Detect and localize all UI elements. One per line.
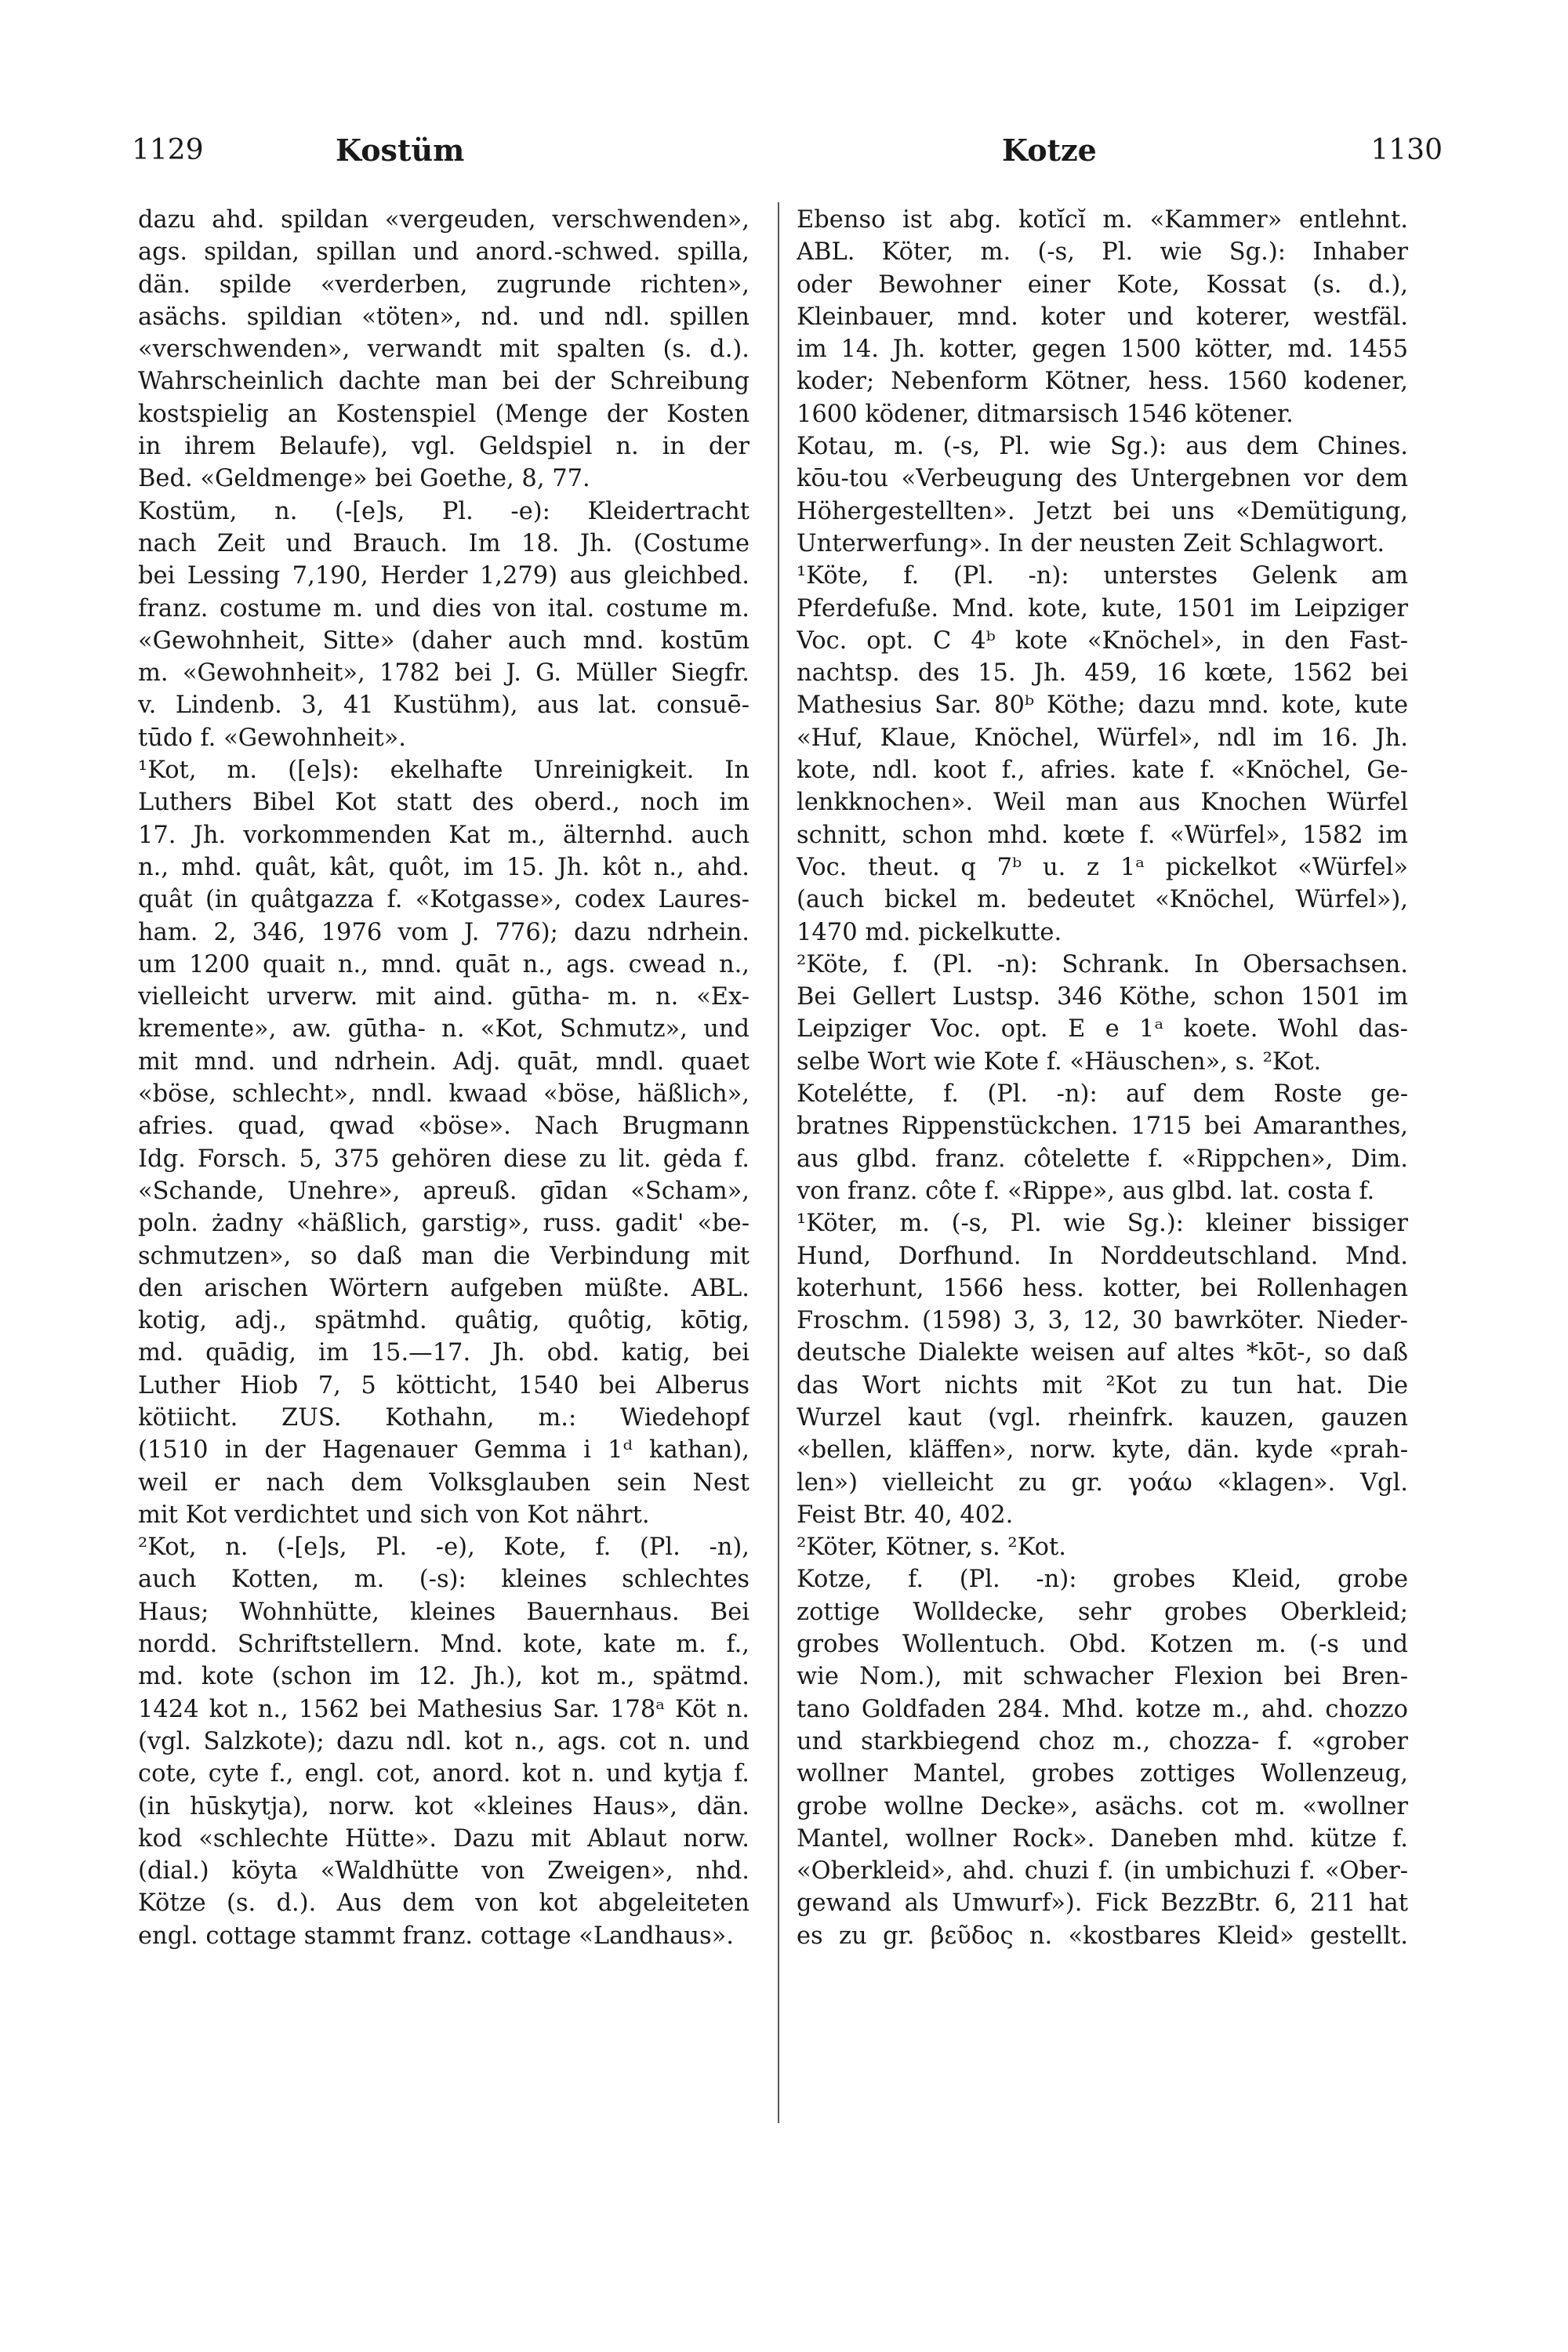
text-line: lenkknochen». Weil man aus Knochen Würfel (797, 789, 1408, 817)
text-line: «verschwenden», verwandt mit spalten (s. d.). (138, 336, 750, 364)
text-line: Voc. theut. q 7ᵇ u. z 1ᵃ pickelkot «Würfel» (797, 853, 1408, 881)
text-line: in ihrem Belaufe), vgl. Geldspiel n. in der (138, 433, 750, 461)
text-line: ²Köter, Kötner, s. ²Kot. (797, 1534, 1066, 1562)
text-line: tūdo f. «Gewohnheit». (138, 724, 406, 752)
text-line: Idg. Forsch. 5, 375 gehören diese zu lit. gėda f. (138, 1145, 750, 1173)
text-line: md. kote (schon im 12. Jh.), kot m., spätmd. (138, 1663, 750, 1691)
text-line: dän. spilde «verderben, zugrunde richten», (138, 270, 750, 299)
text-line: schmutzen», so daß man die Verbindung mit (138, 1242, 750, 1270)
text-line: grobe wollne Decke», asächs. cot m. «wollner (797, 1792, 1408, 1820)
text-line: Pferdefuße. Mnd. kote, kute, 1501 im Leipziger (797, 594, 1408, 622)
text-line: schnitt, schon mhd. kœte f. «Würfel», 1582 im (797, 821, 1408, 849)
text-line: zottige Wolldecke, sehr grobes Oberkleid; (797, 1598, 1408, 1626)
text-line: (1510 in der Hagenauer Gemma i 1ᵈ kathan), (138, 1436, 750, 1465)
text-line: Bed. «Geldmenge» bei Goethe, 8, 77. (138, 465, 590, 493)
text-line: Mantel, wollner Rock». Daneben mhd. kütze f. (797, 1824, 1408, 1853)
text-line: kōu-tou «Verbeugung des Untergebnen vor dem (797, 465, 1408, 493)
text-line: Voc. opt. C 4ᵇ kote «Knöchel», in den Fast- (797, 626, 1408, 655)
text-line: wie Nom.), mit schwacher Flexion bei Bren- (797, 1663, 1408, 1691)
text-line: Luther Hiob 7, 5 kötticht, 1540 bei Alberus (138, 1371, 750, 1399)
text-line: weil er nach dem Volksglauben sein Nest (138, 1468, 750, 1497)
text-line: mit mnd. und ndrhein. Adj. quāt, mndl. quaet (138, 1047, 750, 1076)
text-line: ¹Köter, m. (-s, Pl. wie Sg.): kleiner bissiger (797, 1210, 1408, 1238)
text-line: tano Goldfaden 284. Mhd. kotze m., ahd. chozzo (797, 1695, 1408, 1723)
left-running-headword: Kostüm (336, 132, 465, 168)
text-line: Kleinbauer, mnd. koter und koterer, westfäl. (797, 303, 1408, 331)
text-line: Höhergestellten». Jetzt bei uns «Demütigung, (797, 497, 1408, 525)
text-line: kötiicht. ZUS. Kothahn, m.: Wiedehopf (138, 1403, 750, 1432)
text-line: ¹Köte, f. (Pl. -n): unterstes Gelenk am (797, 562, 1408, 590)
text-line: «Oberkleid», ahd. chuzi f. (in umbichuzi f. «Ober- (797, 1857, 1408, 1886)
text-line: ags. spildan, spillan und anord.-schwed. spilla, (138, 238, 750, 267)
text-line: m. «Gewohnheit», 1782 bei J. G. Müller Siegfr. (138, 659, 750, 688)
text-line: oder Bewohner einer Kote, Kossat (s. d.), (797, 270, 1408, 299)
text-line: «Schande, Unehre», apreuß. gīdan «Scham», (138, 1177, 750, 1205)
text-line: afries. quad, qwad «böse». Nach Brugmann (138, 1112, 750, 1141)
text-line: das Wort nichts mit ²Kot zu tun hat. Die (797, 1371, 1408, 1399)
text-line: nachtsp. des 15. Jh. 459, 16 kœte, 1562 bei (797, 659, 1408, 688)
text-line: len») vielleicht zu gr. γοάω «klagen». Vgl. (797, 1468, 1408, 1497)
text-line: n., mhd. quât, kât, quôt, im 15. Jh. kôt n., ahd. (138, 853, 750, 881)
text-line: Kotelétte, f. (Pl. -n): auf dem Roste ge- (797, 1080, 1408, 1109)
text-line: dazu ahd. spildan «vergeuden, verschwenden», (138, 206, 750, 234)
text-line: nach Zeit und Brauch. Im 18. Jh. (Costume (138, 529, 750, 557)
text-line: ²Kot, n. (-[e]s, Pl. -e), Kote, f. (Pl. -n), (138, 1534, 750, 1562)
text-line: Froschm. (1598) 3, 3, 12, 30 bawrköter. Nieder- (797, 1307, 1408, 1335)
text-line: 1470 md. pickelkutte. (797, 918, 1062, 946)
left-page-number: 1129 (132, 134, 204, 166)
text-line: nordd. Schriftstellern. Mnd. kote, kate m. f., (138, 1631, 750, 1659)
right-column (792, 204, 1413, 1952)
page-header (132, 132, 1443, 176)
text-line: cote, cyte f., engl. cot, anord. kot n. und kytja f. (138, 1760, 750, 1788)
text-line: koder; Nebenform Kötner, hess. 1560 kodener, (797, 368, 1408, 396)
text-line: Bei Gellert Lustsp. 346 Köthe, schon 1501 im (797, 983, 1408, 1011)
text-line: franz. costume m. und dies von ital. costume m. (138, 594, 750, 622)
text-line: mit Kot verdichtet und sich von Kot nährt. (138, 1501, 650, 1529)
text-line: «Gewohnheit, Sitte» (daher auch mnd. kostūm (138, 626, 750, 655)
text-line: asächs. spildian «töten», nd. und ndl. spillen (138, 303, 750, 331)
text-line: ABL. Köter, m. (-s, Pl. wie Sg.): Inhaber (797, 238, 1408, 267)
text-line: ²Köte, f. (Pl. -n): Schrank. In Obersachsen. (797, 950, 1408, 978)
text-line: Wurzel kaut (vgl. rheinfrk. kauzen, gauzen (797, 1403, 1408, 1432)
text-line: deutsche Dialekte weisen auf altes *kōt-, so daß (797, 1339, 1408, 1367)
text-line: Feist Btr. 40, 402. (797, 1501, 1014, 1529)
text-line: und starkbiegend choz m., chozza- f. «grober (797, 1727, 1408, 1755)
text-line: (auch bickel m. bedeutet «Knöchel, Würfel»), (797, 886, 1408, 914)
text-line: auch Kotten, m. (-s): kleines schlechtes (138, 1566, 750, 1594)
text-line: Kotau, m. (-s, Pl. wie Sg.): aus dem Chines. (797, 433, 1408, 461)
text-line: es zu gr. βεῦδος n. «kostbares Kleid» gestellt. (797, 1922, 1408, 1950)
text-line: (dial.) köyta «Waldhütte von Zweigen», nhd. (138, 1857, 750, 1886)
text-line: kostspielig an Kostenspiel (Menge der Kosten (138, 400, 750, 428)
text-line: Kötze (s. d.). Aus dem von kot abgeleiteten (138, 1889, 750, 1918)
text-line: vielleicht urverw. mit aind. gūtha- m. n. «Ex- (138, 983, 750, 1011)
text-line: gewand als Umwurf»). Fick BezzBtr. 6, 211 hat (797, 1889, 1408, 1918)
text-line: kod «schlechte Hütte». Dazu mit Ablaut norw. (138, 1824, 750, 1853)
text-line: v. Lindenb. 3, 41 Kustühm), aus lat. consuē- (138, 691, 750, 720)
text-line: Mathesius Sar. 80ᵇ Köthe; dazu mnd. kote, kute (797, 691, 1408, 720)
text-line: ¹Kot, m. ([e]s): ekelhafte Unreinigkeit. In (138, 757, 750, 785)
text-line: Kotze, f. (Pl. -n): grobes Kleid, grobe (797, 1566, 1408, 1594)
text-line: Kostüm, n. (-[e]s, Pl. -e): Kleidertracht (138, 497, 750, 525)
right-running-headword: Kotze (1002, 132, 1097, 168)
text-line: Haus; Wohnhütte, kleines Bauernhaus. Bei (138, 1598, 750, 1626)
text-line: ham. 2, 346, 1976 vom J. 776); dazu ndrhein. (138, 918, 750, 946)
text-line: Leipziger Voc. opt. E e 1ᵃ koete. Wohl das- (797, 1015, 1408, 1044)
text-line: Wahrscheinlich dachte man bei der Schreibung (138, 368, 750, 396)
text-line: 1600 ködener, ditmarsisch 1546 kötener. (797, 400, 1294, 428)
text-line: kotig, adj., spätmhd. quâtig, quôtig, kōtig, (138, 1307, 750, 1335)
text-line: kremente», aw. gūtha- n. «Kot, Schmutz», und (138, 1015, 750, 1044)
text-line: Unterwerfung». In der neusten Zeit Schlagwort. (797, 529, 1385, 557)
text-line: Ebenso ist abg. kotĭcĭ m. «Kammer» entlehnt. (797, 206, 1408, 234)
text-line: poln. żadny «häßlich, garstig», russ. gadit' «be- (138, 1210, 750, 1238)
text-line: (vgl. Salzkote); dazu ndl. kot n., ags. cot n. und (138, 1727, 750, 1755)
text-line: wollner Mantel, grobes zottiges Wollenzeug, (797, 1760, 1408, 1788)
text-line: kote, ndl. koot f., afries. kate f. «Knöchel, Ge- (797, 757, 1408, 785)
column-divider (778, 202, 779, 2123)
text-line: (in hūskytja), norw. kot «kleines Haus», dän. (138, 1792, 750, 1820)
text-line: den arischen Wörtern aufgeben müßte. ABL. (138, 1274, 750, 1302)
text-line: md. quādig, im 15.—17. Jh. obd. katig, bei (138, 1339, 750, 1367)
text-line: selbe Wort wie Kote f. «Häuschen», s. ²Kot. (797, 1047, 1322, 1076)
text-line: grobes Wollentuch. Obd. Kotzen m. (-s und (797, 1631, 1408, 1659)
text-line: Hund, Dorfhund. In Norddeutschland. Mnd. (797, 1242, 1408, 1270)
text-line: im 14. Jh. kotter, gegen 1500 kötter, md. 1455 (797, 336, 1408, 364)
text-line: bei Lessing 7,190, Herder 1,279) aus gleichbed. (138, 562, 750, 590)
text-line: von franz. côte f. «Rippe», aus glbd. lat. costa f. (797, 1177, 1375, 1205)
text-line: Luthers Bibel Kot statt des oberd., noch im (138, 789, 750, 817)
text-line: engl. cottage stammt franz. cottage «Landhaus». (138, 1922, 734, 1950)
right-page-number: 1130 (1370, 134, 1443, 166)
text-line: 1424 kot n., 1562 bei Mathesius Sar. 178ᵃ Köt n. (138, 1695, 750, 1723)
text-line: quât (in quâtgazza f. «Kotgasse», codex Laures- (138, 886, 750, 914)
text-line: um 1200 quait n., mnd. quāt n., ags. cwead n., (138, 950, 750, 978)
text-line: aus glbd. franz. côtelette f. «Rippchen», Dim. (797, 1145, 1408, 1173)
text-line: «Huf, Klaue, Knöchel, Würfel», ndl im 16. Jh. (797, 724, 1408, 752)
text-line: «böse, schlecht», nndl. kwaad «böse, häßlich», (138, 1080, 750, 1109)
left-column (133, 204, 754, 1952)
text-line: «bellen, kläffen», norw. kyte, dän. kyde «prah- (797, 1436, 1408, 1465)
text-line: koterhunt, 1566 hess. kotter, bei Rollenhagen (797, 1274, 1408, 1302)
text-line: 17. Jh. vorkommenden Kat m., älternhd. auch (138, 821, 750, 849)
text-line: bratnes Rippenstückchen. 1715 bei Amaranthes, (797, 1112, 1408, 1141)
